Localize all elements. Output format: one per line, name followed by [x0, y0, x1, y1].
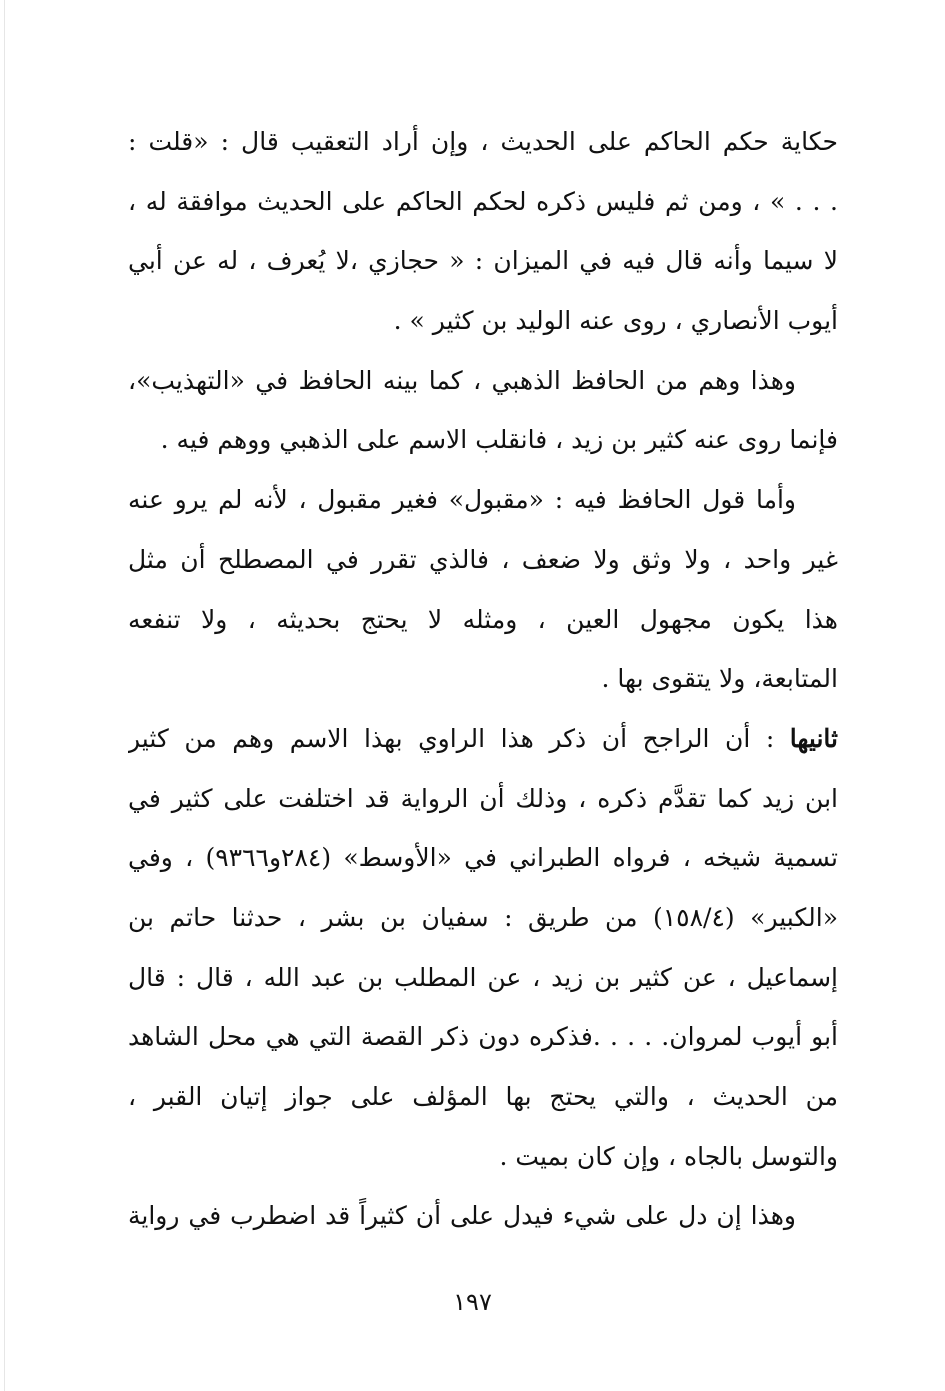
text-line: أيوب الأنصاري ، روى عنه الوليد بن كثير » .	[393, 306, 838, 336]
text-line: ابن زيد كما تقدَّم ذكره ، وذلك أن الرواية قد اختلفت على كثير في	[128, 783, 838, 813]
text-line: لا سيما وأنه قال فيه في الميزان : « حجازي ،لا يُعرف ، له عن أبي	[128, 246, 838, 276]
bold-lead-word: ثانيها	[789, 723, 838, 753]
page-number: ١٩٧	[453, 1288, 492, 1316]
paragraph-4	[128, 709, 838, 1187]
paragraph-5	[128, 1186, 838, 1246]
paragraph-1	[128, 112, 838, 351]
text-line: إسماعيل ، عن كثير بن زيد ، عن المطلب بن عبد الله ، قال : قال	[128, 962, 838, 992]
text-line	[128, 709, 838, 769]
text-line: حكاية حكم الحاكم على الحديث ، وإن أراد التعقيب قال : «قلت :	[128, 127, 838, 156]
text-line: «الكبير» (١٥٨/٤) من طريق : سفيان بن بشر ، حدثنا حاتم بن	[128, 902, 838, 932]
paragraph-2	[128, 351, 838, 470]
text-line: المتابعة، ولا يتقوى بها .	[601, 664, 838, 694]
text-line: وهذا إن دل على شيء فيدل على أن كثيراً قد اضطرب في رواية	[128, 1201, 796, 1231]
text-line: غير واحد ، ولا وثق ولا ضعف ، فالذي تقرر في المصطلح أن مثل	[128, 544, 838, 574]
text-line: وهذا وهم من الحافظ الذهبي ، كما بينه الحافظ في «التهذيب»،	[128, 365, 796, 395]
page-body-text	[128, 112, 838, 1246]
scan-edge-line	[4, 0, 5, 1391]
text-line: والتوسل بالجاه ، وإن كان بميت .	[499, 1141, 838, 1171]
text-line: . . . » ، ومن ثم فليس ذكره لحكم الحاكم على الحديث موافقة له ،	[128, 186, 838, 216]
text-line: وأما قول الحافظ فيه : «مقبول» فغير مقبول ، لأنه لم يرو عنه	[128, 485, 796, 515]
paragraph-3	[128, 470, 838, 709]
text-line: من الحديث ، والتي يحتج بها المؤلف على جواز إتيان القبر ،	[128, 1082, 838, 1111]
text-line: أبو أيوب لمروان. . . . .فذكره دون ذكر القصة التي هي محل الشاهد	[128, 1022, 838, 1052]
text-line: هذا يكون مجهول العين ، ومثله لا يحتج بحديثه ، ولا تنفعه	[128, 604, 838, 634]
lead-line-rest: : أن الراجح أن ذكر هذا الراوي بهذا الاسم وهم من كثير	[128, 723, 790, 753]
text-line: تسمية شيخه ، فرواه الطبراني في «الأوسط» (٢٨٤و٩٣٦٦) ، وفي	[128, 843, 838, 873]
text-line: فإنما روى عنه كثير بن زيد ، فانقلب الاسم على الذهبي ووهم فيه .	[160, 425, 838, 455]
